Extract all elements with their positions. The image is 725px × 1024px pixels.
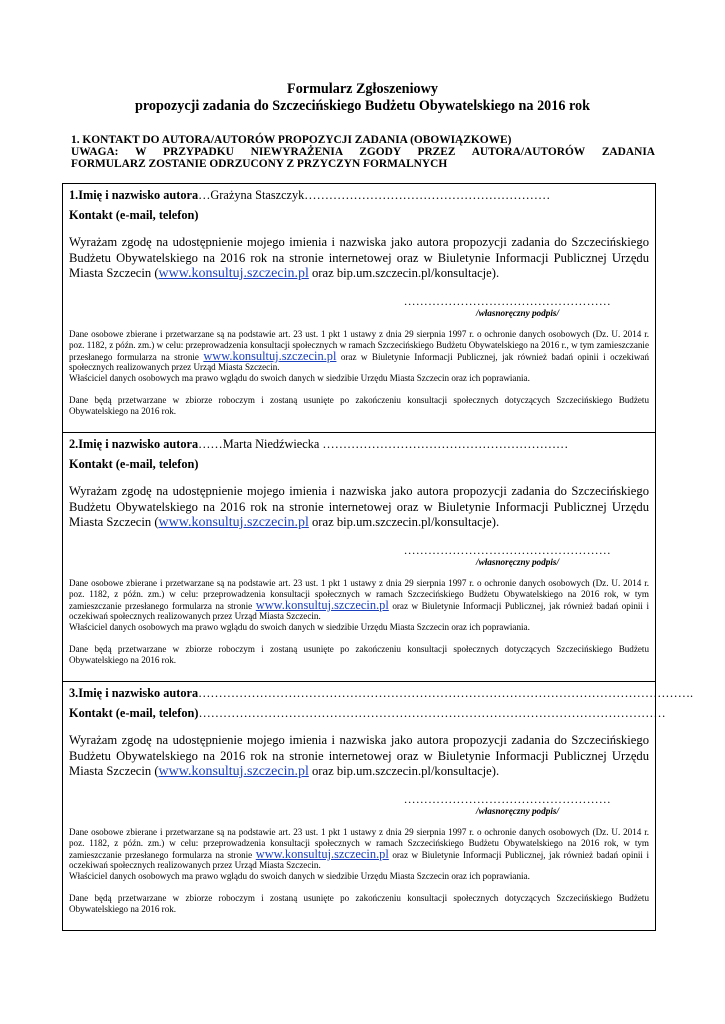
data-protection-notice xyxy=(69,827,649,914)
consent-link[interactable]: www.konsultuj.szczecin.pl xyxy=(158,764,309,780)
owner-rights-text: Właściciel danych osobowych ma prawo wglądu do swoich danych w siedzibie Urzędu Miasta Szczecin oraz ich poprawiania. xyxy=(69,871,530,882)
consent-text-end: oraz bip.um.szczecin.pl/konsultacje). xyxy=(308,764,500,779)
consent-text: Wyrażam zgodę na udostępnienie mojego imienia i nazwiska jako autora propozycji zadania do Szczecińskiego Budżetu Obywatelskiego na 2016 rok na stronie internetowej oraz w Biuletynie Informacji Publicznej Urzędu Miasta Szczecin ( xyxy=(69,484,649,530)
title-line-1: Formularz Zgłoszeniowy xyxy=(287,81,438,97)
signature-area xyxy=(69,792,649,818)
retention-text: Dane będą przetwarzane w zbiorze roboczym i zostaną usunięte po zakończeniu konsultacji społecznych dotyczących Szczecińskiego Budżetu Obywatelskiego na 2016 rok. xyxy=(69,394,649,416)
signature-label: /własnoręczny podpis/ xyxy=(476,806,559,816)
consent-statement xyxy=(69,235,649,282)
data-notice-text-end: oraz w Biuletynie Informacji Publicznej, jak również badań opinii i oczekiwań społecznych realizowanych przez Urząd Miasta Szczecin. xyxy=(69,849,649,871)
author-name-field[interactable] xyxy=(69,686,694,701)
author-name-field[interactable] xyxy=(69,188,649,203)
author-contact-label: Kontakt (e-mail, telefon) xyxy=(69,457,199,471)
consent-text-end: oraz bip.um.szczecin.pl/konsultacje). xyxy=(308,515,500,530)
consent-link[interactable]: www.konsultuj.szczecin.pl xyxy=(158,515,309,531)
author-box-2 xyxy=(62,432,656,682)
retention-text: Dane będą przetwarzane w zbiorze roboczym i zostaną usunięte po zakończeniu konsultacji społecznych dotyczących Szczecińskiego Budżetu Obywatelskiego na 2016 rok. xyxy=(69,892,649,914)
data-protection-notice xyxy=(69,578,649,665)
owner-rights-text: Właściciel danych osobowych ma prawo wglądu do swoich danych w siedzibie Urzędu Miasta Szczecin oraz ich poprawiania. xyxy=(69,622,530,633)
signature-label: /własnoręczny podpis/ xyxy=(476,308,559,318)
author-contact-field[interactable] xyxy=(69,208,649,223)
author-name-label: 3.Imię i nazwisko autora xyxy=(69,686,199,700)
consent-statement xyxy=(69,733,649,780)
data-notice-text-end: oraz w Biuletynie Informacji Publicznej, jak również badań opinii i oczekiwań społecznych realizowanych przez Urząd Miasta Szczecin. xyxy=(69,351,649,373)
warning-line-1: UWAGA: W PRZYPADKU NIEWYRAŻENIA ZGODY PRZEZ AUTORA/AUTORÓW ZADANIA xyxy=(71,146,655,158)
signature-line[interactable]: …………………………………………… xyxy=(403,792,611,806)
section-heading-block xyxy=(71,134,655,170)
data-notice-text-end: oraz w Biuletynie Informacji Publicznej, jak również badań opinii i oczekiwań społecznych realizowanych przez Urząd Miasta Szczecin. xyxy=(69,600,649,622)
consent-text: Wyrażam zgodę na udostępnienie mojego imienia i nazwiska jako autora propozycji zadania do Szczecińskiego Budżetu Obywatelskiego na 2016 rok na stronie internetowej oraz w Biuletynie Informacji Publicznej Urzędu Miasta Szczecin ( xyxy=(69,733,649,779)
retention-text: Dane będą przetwarzane w zbiorze roboczym i zostaną usunięte po zakończeniu konsultacji społecznych dotyczących Szczecińskiego Budżetu Obywatelskiego na 2016 rok. xyxy=(69,643,649,665)
author-name-value: …Grażyna Staszczyk…………………………………………………… xyxy=(198,188,551,202)
data-notice-text: Dane osobowe zbierane i przetwarzane są na podstawie art. 23 ust. 1 pkt 1 ustawy z dnia 29 sierpnia 1997 r. o ochronie danych osobowych (Dz. U. 2014 r. poz. 1182, z późn. zm.) w celu: przeprowadzenia konsultacji społecznych w ramach Szczecińskiego Budżetu Obywatelskiego na 2016 rok, w tym zamieszczanie przesłanego formularza na stronie xyxy=(69,827,649,860)
author-box-3 xyxy=(62,681,694,931)
author-name-label: 2.Imię i nazwisko autora xyxy=(69,437,199,451)
author-contact-field[interactable] xyxy=(69,706,666,721)
author-name-value: …………………………………………………………………………………………………………. xyxy=(198,686,694,700)
consent-text-end: oraz bip.um.szczecin.pl/konsultacje). xyxy=(308,266,500,281)
data-protection-notice xyxy=(69,329,649,416)
author-contact-label: Kontakt (e-mail, telefon) xyxy=(69,706,199,720)
author-contact-label: Kontakt (e-mail, telefon) xyxy=(69,208,199,222)
warning-line-2: FORMULARZ ZOSTANIE ODRZUCONY Z PRZYCZYN FORMALNYCH xyxy=(71,158,448,170)
document-title xyxy=(0,81,725,115)
signature-line[interactable]: …………………………………………… xyxy=(403,543,611,557)
consent-text: Wyrażam zgodę na udostępnienie mojego imienia i nazwiska jako autora propozycji zadania do Szczecińskiego Budżetu Obywatelskiego na 2016 rok na stronie internetowej oraz w Biuletynie Informacji Publicznej Urzędu Miasta Szczecin ( xyxy=(69,235,649,281)
data-notice-link[interactable]: www.konsultuj.szczecin.pl xyxy=(255,846,389,861)
data-notice-text: Dane osobowe zbierane i przetwarzane są na podstawie art. 23 ust. 1 pkt 1 ustawy z dnia 29 sierpnia 1997 r. o ochronie danych osobowych (Dz. U. 2014 r. poz. 1182, z późn. zm.) w celu: przeprowadzenia konsultacji społecznych w ramach Szczecińskiego Budżetu Obywatelskiego na 2016 r., w tym zamieszczanie przesłanego formularza na stronie xyxy=(69,329,649,362)
consent-link[interactable]: www.konsultuj.szczecin.pl xyxy=(158,266,309,282)
author-name-field[interactable] xyxy=(69,437,649,452)
signature-line[interactable]: …………………………………………… xyxy=(403,294,611,308)
owner-rights-text: Właściciel danych osobowych ma prawo wglądu do swoich danych w siedzibie Urzędu Miasta Szczecin oraz ich poprawiania. xyxy=(69,373,530,384)
signature-area xyxy=(69,543,649,569)
signature-area xyxy=(69,294,649,320)
data-notice-link[interactable]: www.konsultuj.szczecin.pl xyxy=(255,597,389,612)
signature-label: /własnoręczny podpis/ xyxy=(476,557,559,567)
author-contact-value: …………………………………………………………………………………………………… xyxy=(198,706,666,720)
author-name-label: 1.Imię i nazwisko autora xyxy=(69,188,199,202)
data-notice-text: Dane osobowe zbierane i przetwarzane są na podstawie art. 23 ust. 1 pkt 1 ustawy z dnia 29 sierpnia 1997 r. o ochronie danych osobowych (Dz. U. 2014 r. poz. 1182, z późn. zm.) w celu: przeprowadzenia konsultacji społecznych w ramach Szczecińskiego Budżetu Obywatelskiego na 2016 rok, w tym zamieszczanie przesłanego formularza na stronie xyxy=(69,578,649,611)
author-name-value: ……Marta Niedźwiecka …………………………………………………… xyxy=(198,437,569,451)
title-line-2: propozycji zadania do Szczecińskiego Budżetu Obywatelskiego na 2016 rok xyxy=(134,98,591,114)
author-box-1 xyxy=(62,183,656,433)
consent-statement xyxy=(69,484,649,531)
section-heading: 1. KONTAKT DO AUTORA/AUTORÓW PROPOZYCJI ZADANIA (OBOWIĄZKOWE) xyxy=(71,134,512,146)
author-contact-field[interactable] xyxy=(69,457,649,472)
data-notice-link[interactable]: www.konsultuj.szczecin.pl xyxy=(203,348,337,363)
